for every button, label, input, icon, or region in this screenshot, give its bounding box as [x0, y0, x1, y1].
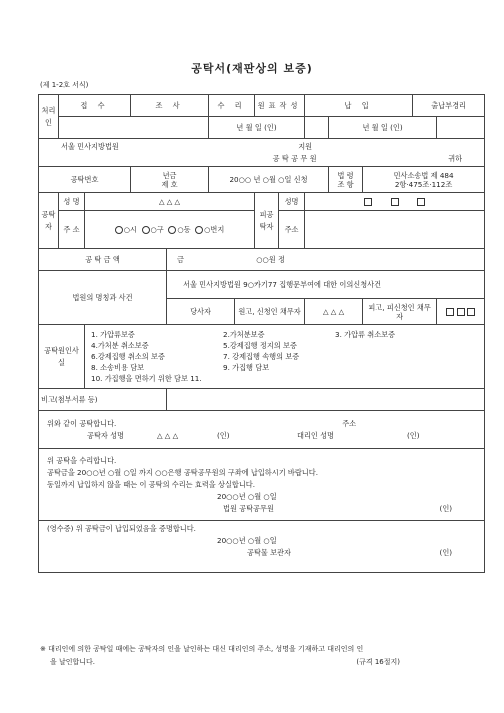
- checkbox-icon: [446, 308, 454, 316]
- acceptance-line-3: 동일까지 납입하지 않을 때는 이 공탁의 수리는 효력을 상실합니다.: [47, 479, 256, 489]
- address-district: ○구: [150, 225, 164, 234]
- footnote-rule: (규격 16절지): [356, 658, 400, 666]
- footnote-line-1: ※ 대리인에 의한 공탁일 때에는 공탁자의 인을 날인하는 대신 대리인의 주소, 성명을 기재하고 대리인의 인: [40, 645, 364, 653]
- depositor-address-label: 주 소: [59, 211, 85, 249]
- defendant-label: 피고, 피신청인 채무자: [363, 299, 437, 325]
- depositor-name: △ △ △: [85, 193, 255, 211]
- court-case-description: 서울 민사지방법원 9○카기77 집행문부여에 대한 이의신청사건: [167, 271, 485, 299]
- cause-item: 9. 가집행 담보: [223, 363, 270, 372]
- acceptance-official: 법원 공탁공무원: [223, 503, 274, 513]
- remarks-value: [167, 389, 485, 411]
- depositee-address-value: [305, 211, 485, 249]
- cause-item: 8. 소송비용 담보: [91, 363, 145, 372]
- amount-value: ○○원 정: [256, 255, 285, 264]
- processing-date-1: 년 월 일 (인): [209, 117, 305, 139]
- declaration-address-label: 주소: [342, 419, 357, 428]
- depositor-name-label: 성 명: [59, 193, 85, 211]
- depositee-name-label: 성명: [279, 193, 305, 211]
- court-branch: 지원: [298, 142, 313, 151]
- declaration-agent-seal: (인): [407, 431, 420, 440]
- cause-item: 5.강제집행 정지의 보증: [223, 341, 297, 350]
- plaintiff-value: △ △ △: [305, 299, 363, 325]
- address-city: ○시: [123, 225, 137, 234]
- processing-label: 처리인: [39, 95, 59, 139]
- cause-item: 1. 가압류보증: [91, 330, 135, 339]
- law-label: 법 령: [337, 170, 354, 180]
- law-value: 민사소송법 제 484: [393, 170, 454, 180]
- header-receipt: 접 수: [59, 95, 131, 117]
- addressee: 귀하: [448, 154, 463, 163]
- cause-item: 3. 가압류 취소보증: [335, 330, 396, 339]
- plaintiff-label: 원고, 신청인 채무자: [235, 299, 305, 325]
- footnote-line-2: 을 날인합니다.: [50, 658, 96, 666]
- processing-date-2: 년 월 일 (인): [329, 117, 437, 139]
- receipt-line-1: (영수증) 위 공탁금이 납입되었음을 증명합니다.: [47, 524, 196, 533]
- declaration-depositor-label: 공탁자 성명: [87, 431, 125, 440]
- cause-item: 2.가처분보증: [223, 330, 265, 339]
- receipt-custodian: 공탁물 보관자: [247, 548, 291, 557]
- checkbox-icon: [457, 308, 465, 316]
- deposit-number-label: 공탁번호: [39, 167, 131, 193]
- cause-label: 공탁원인사실: [39, 325, 85, 389]
- circle-icon: [168, 226, 176, 234]
- header-acceptance: 수 리: [209, 95, 255, 117]
- acceptance-line-2: 공탁금을 20○○년 ○월 ○일 까지 ○○은행 공탁공무원의 구좌에 납입하시기 바랍니다.: [47, 467, 318, 477]
- article-label: 조 항: [337, 179, 354, 189]
- circle-icon: [142, 226, 150, 234]
- deposit-form-table: [38, 94, 485, 573]
- amount-prefix: 금: [177, 255, 184, 264]
- amount-label: 공 탁 금 액: [39, 249, 167, 271]
- party-label: 당사자: [167, 299, 235, 325]
- article-value: 2항·475조·112조: [394, 179, 453, 189]
- address-dong: ○동: [177, 225, 191, 234]
- header-record: 원표작성: [255, 95, 305, 117]
- receipt-seal: (인): [439, 548, 453, 557]
- acceptance-line-1: 위 공탁을 수리합니다.: [47, 455, 117, 465]
- checkbox-icon: [417, 198, 425, 206]
- deposit-year-label: 년금: [162, 170, 177, 180]
- header-payment: 납 입: [305, 95, 413, 117]
- apply-date: 20○○ 년 ○월 ○일 신청: [209, 167, 329, 193]
- processing-blank-1: [59, 117, 209, 139]
- declaration-seal: (인): [217, 431, 230, 440]
- depositor-label: 공탁자: [39, 193, 59, 249]
- cause-item: 10. 가집행을 면하기 위한 담보 11.: [91, 374, 202, 383]
- deposit-officer: 공 탁 공 무 원: [272, 154, 317, 163]
- checkbox-icon: [467, 308, 475, 316]
- processing-blank-3: [437, 117, 485, 139]
- header-cashbook: 출납부경리: [413, 95, 485, 117]
- declaration-text: 위와 같이 공탁합니다.: [47, 419, 117, 428]
- header-inspection: 조 사: [131, 95, 209, 117]
- footnote: [40, 643, 470, 669]
- acceptance-date: 20○○년 ○월 ○일: [217, 491, 277, 501]
- declaration-agent-label: 대리인 성명: [297, 431, 335, 440]
- receipt-date: 20○○년 ○월 ○일: [217, 536, 277, 545]
- court-name: 서울 민사지방법원: [61, 142, 119, 151]
- checkbox-icon: [364, 198, 372, 206]
- document-title: 공탁서(재판상의 보증): [191, 62, 313, 75]
- cause-item: 6.강제집행 취소의 보증: [91, 352, 165, 361]
- cause-item: 7. 강제집행 속행의 보증: [223, 352, 300, 361]
- circle-icon: [115, 226, 123, 234]
- checkbox-icon: [391, 198, 399, 206]
- circle-icon: [195, 226, 203, 234]
- depositee-address-label: 주소: [279, 211, 305, 249]
- processing-blank-2: [305, 117, 329, 139]
- declaration-depositor-name: △ △ △: [157, 431, 179, 440]
- depositee-label: 피공탁자: [255, 193, 279, 249]
- deposit-case-label: 제 호: [161, 179, 178, 189]
- acceptance-seal: (인): [439, 503, 453, 513]
- address-lot: ○번지: [204, 225, 225, 234]
- court-case-label: 법원의 명칭과 사건: [39, 271, 167, 325]
- cause-item: 4.가처분 취소보증: [91, 341, 149, 350]
- remarks-label: 비고(첨부서류 등): [39, 389, 167, 411]
- form-number: (제 1-2호 서식): [40, 81, 89, 89]
